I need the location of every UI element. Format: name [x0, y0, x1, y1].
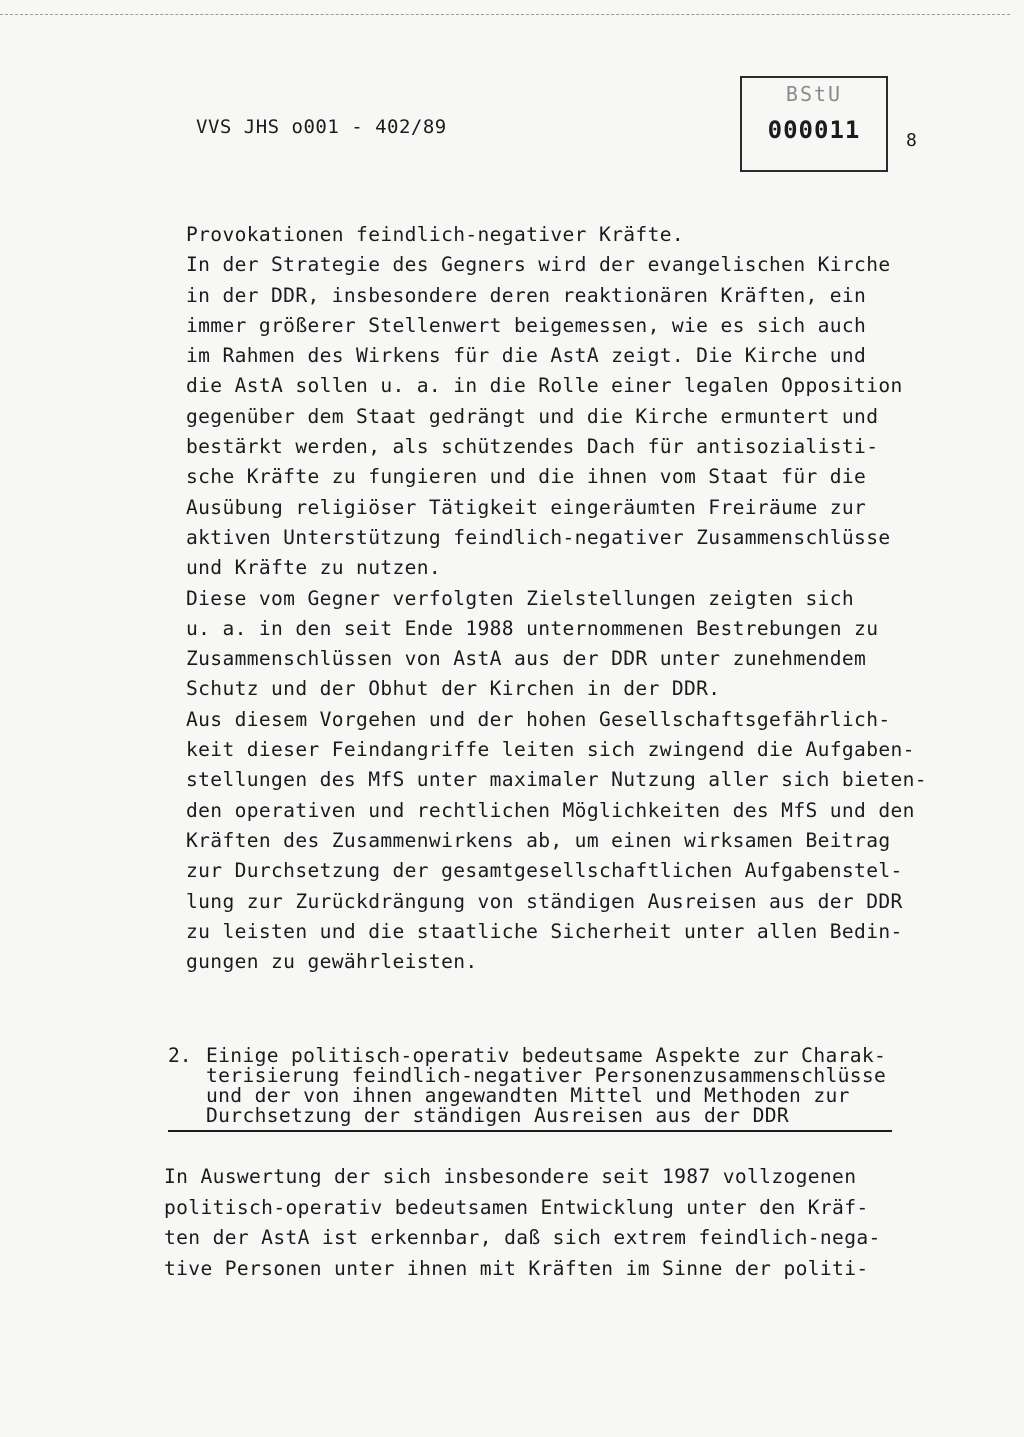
body-line: und Kräfte zu nutzen. — [186, 556, 442, 580]
body-text — [186, 220, 927, 977]
top-scan-rule — [0, 14, 1010, 15]
closing-line: In Auswertung der sich insbesondere seit 1987 vollzogenen — [164, 1165, 857, 1188]
body-line: Schutz und der Obhut der Kirchen in der DDR. — [186, 677, 721, 701]
body-line: In der Strategie des Gegners wird der evangelischen Kirche — [186, 253, 891, 277]
body-line: zur Durchsetzung der gesamtgesellschaftlichen Aufgabenstel- — [186, 859, 903, 883]
body-line: gegenüber dem Staat gedrängt und die Kirche ermuntert und — [186, 404, 879, 428]
body-line: die AstA sollen u. a. in die Rolle einer legalen Opposition — [186, 374, 903, 398]
body-line: aktiven Unterstützung feindlich-negativer Zusammenschlüsse — [186, 525, 891, 549]
stamp-number: 000011 — [767, 116, 861, 144]
heading-line: Einige politisch-operativ bedeutsame Aspekte zur Charak- — [206, 1044, 887, 1067]
body-line: u. a. in den seit Ende 1988 unternommenen Bestrebungen zu — [186, 616, 879, 640]
archive-stamp — [740, 76, 888, 172]
heading-line: terisierung feindlich-negativer Personenzusammenschlüsse — [206, 1064, 887, 1087]
body-line: Kräften des Zusammenwirkens ab, um einen wirksamen Beitrag — [186, 828, 891, 852]
body-line: lung zur Zurückdrängung von ständigen Ausreisen aus der DDR — [186, 889, 903, 913]
page-number: 8 — [906, 130, 917, 151]
body-line: stellungen des MfS unter maximaler Nutzung aller sich bieten- — [186, 768, 927, 792]
body-line: im Rahmen des Wirkens für die AstA zeigt. Die Kirche und — [186, 344, 867, 368]
body-line: bestärkt werden, als schützendes Dach für antisozialisti- — [186, 435, 879, 459]
body-line: Aus diesem Vorgehen und der hohen Gesellschaftsgefährlich- — [186, 707, 891, 731]
closing-line: ten der AstA ist erkennbar, daß sich extrem feindlich-nega- — [164, 1226, 881, 1249]
heading-underline — [168, 1130, 892, 1132]
section-heading-lines — [206, 1046, 886, 1126]
heading-line: und der von ihnen angewandten Mittel und Methoden zur — [206, 1084, 850, 1107]
body-line: Diese vom Gegner verfolgten Zielstellungen zeigten sich — [186, 586, 855, 610]
body-line: in der DDR, insbesondere deren reaktionären Kräften, ein — [186, 283, 867, 307]
heading-line: Durchsetzung der ständigen Ausreisen aus der DDR — [206, 1104, 790, 1127]
closing-line: politisch-operativ bedeutsamen Entwicklung unter den Kräf- — [164, 1195, 869, 1219]
document-reference: VVS JHS o001 - 402/89 — [196, 116, 447, 138]
body-line: gungen zu gewährleisten. — [186, 950, 478, 974]
body-line: Zusammenschlüssen von AstA aus der DDR unter zunehmendem — [186, 647, 867, 671]
body-line: sche Kräfte zu fungieren und die ihnen vom Staat für die — [186, 465, 867, 489]
closing-line: tive Personen unter ihnen mit Kräften im Sinne der politi- — [164, 1256, 869, 1280]
body-line: Ausübung religiöser Tätigkeit eingeräumten Freiräume zur — [186, 495, 867, 519]
body-line: keit dieser Feindangriffe leiten sich zwingend die Aufgaben- — [186, 738, 915, 762]
body-line: zu leisten und die staatliche Sicherheit unter allen Bedin- — [186, 919, 903, 943]
body-line: den operativen und rechtlichen Möglichkeiten des MfS und den — [186, 798, 915, 822]
stamp-label: BStU — [785, 82, 843, 106]
section-number: 2. — [168, 1044, 192, 1067]
closing-paragraph — [164, 1162, 904, 1284]
body-line: immer größerer Stellenwert beigemessen, wie es sich auch — [186, 313, 867, 337]
body-line: Provokationen feindlich-negativer Kräfte. — [186, 223, 685, 246]
